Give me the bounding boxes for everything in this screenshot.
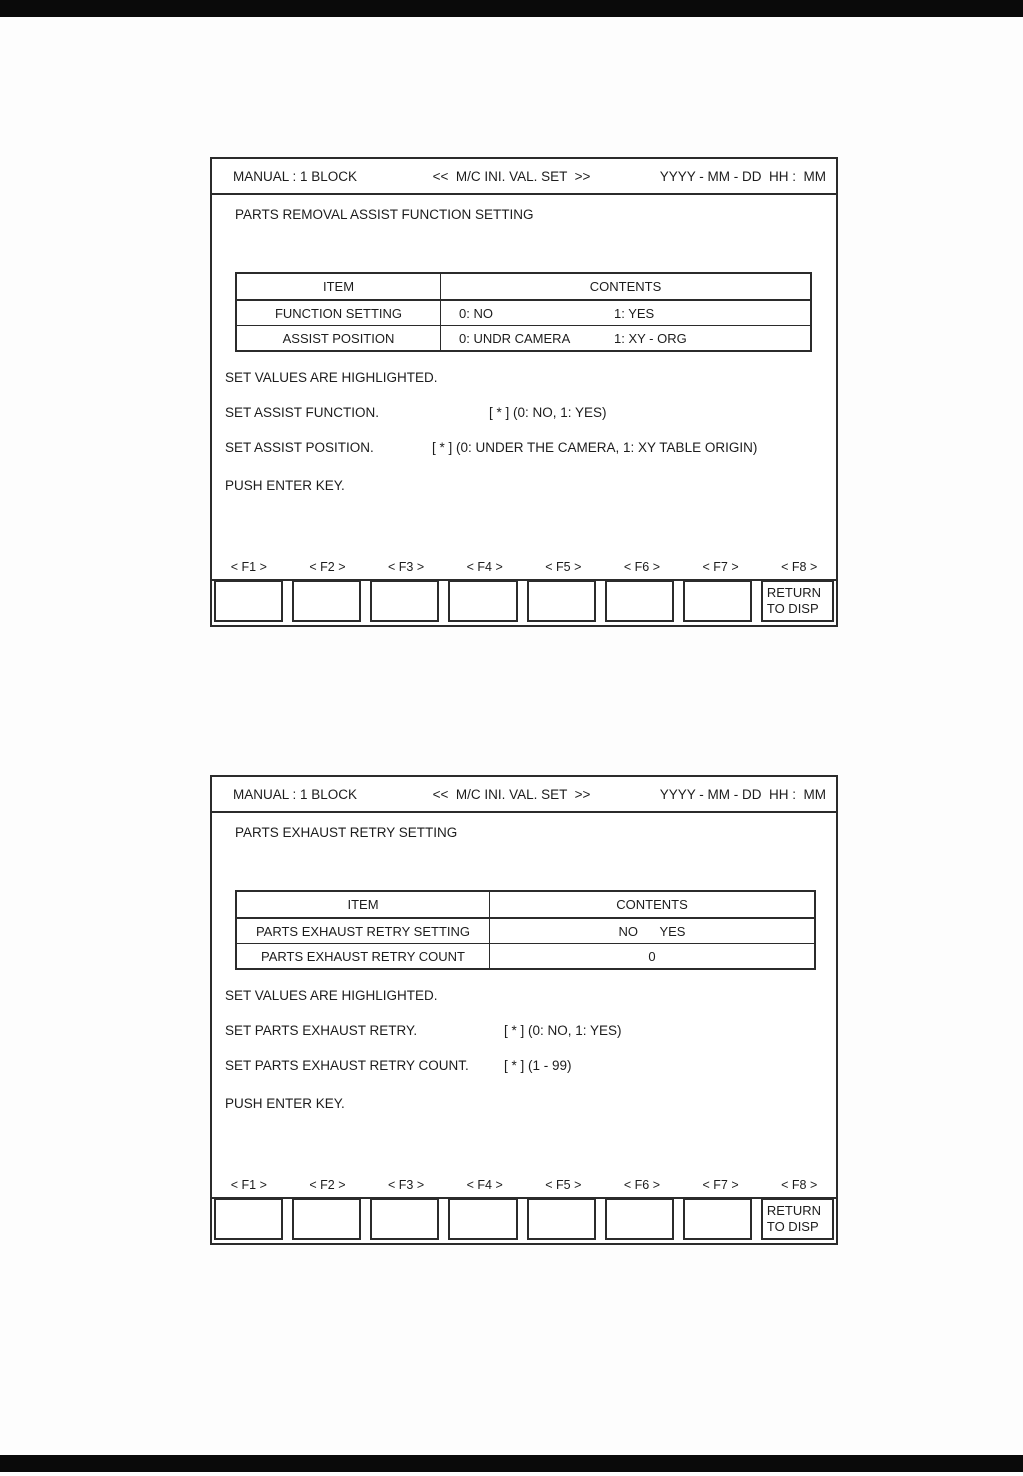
- fkey-f5-label: < F5 >: [545, 1178, 582, 1192]
- table-header-item: ITEM: [237, 274, 441, 299]
- header-datetime: YYYY - MM - DD HH : MM: [659, 169, 826, 184]
- page-top-border: [0, 0, 1023, 17]
- screen-header: [212, 159, 836, 195]
- fkey-f6-label: < F6 >: [623, 560, 660, 574]
- table-cell-item: FUNCTION SETTING: [237, 301, 441, 325]
- prompt-input-value: [ * ] (1 - 99): [504, 1058, 572, 1073]
- fkey-f1-label: < F1 >: [230, 560, 267, 574]
- table-cell-contents: [441, 301, 810, 325]
- table-row: [237, 301, 810, 325]
- fkey-f3-label: < F3 >: [387, 560, 425, 574]
- settings-table: [235, 272, 812, 352]
- table-header-row: [237, 892, 814, 919]
- screen-parts-exhaust-retry: [210, 775, 838, 1245]
- fkey-f8-return-to-disp-button: [761, 580, 834, 622]
- fkey-f2-label: < F2 >: [309, 1178, 346, 1192]
- screen-title: PARTS REMOVAL ASSIST FUNCTION SETTING: [235, 207, 534, 222]
- header-title: << M/C INI. VAL. SET >>: [432, 787, 591, 802]
- table-cell-contents: 0: [648, 948, 656, 964]
- table-row: [237, 325, 810, 350]
- prompt-exhaust-retry-count: [225, 1058, 572, 1073]
- prompt-label: SET ASSIST POSITION.: [225, 440, 374, 455]
- fkey-f4-label: < F4 >: [466, 1178, 503, 1192]
- note-push-enter: PUSH ENTER KEY.: [225, 478, 345, 493]
- fkey-f5-label: < F5 >: [545, 560, 582, 574]
- settings-table: [235, 890, 816, 970]
- table-cell-item: PARTS EXHAUST RETRY SETTING: [237, 919, 490, 943]
- fkey-f6-label: < F6 >: [623, 1178, 660, 1192]
- return-to-disp-line1: RETURN: [766, 1203, 822, 1218]
- table-cell-item: PARTS EXHAUST RETRY COUNT: [237, 944, 490, 968]
- header-title: << M/C INI. VAL. SET >>: [432, 169, 591, 184]
- fkey-f8-label: < F8 >: [781, 560, 818, 574]
- function-key-labels: [214, 560, 834, 574]
- header-mode: MANUAL : 1 BLOCK: [233, 787, 358, 802]
- fkey-f2-label: < F2 >: [309, 560, 346, 574]
- function-key-row: [214, 580, 834, 622]
- fkey-f4-button: [448, 1198, 517, 1240]
- header-mode: MANUAL : 1 BLOCK: [233, 169, 358, 184]
- fkey-f8-return-to-disp-button: [761, 1198, 834, 1240]
- contents-option-1: 1: YES: [614, 305, 655, 321]
- note-push-enter: PUSH ENTER KEY.: [225, 1096, 345, 1111]
- return-to-disp-line1: RETURN: [766, 585, 822, 600]
- prompt-input-value: [ * ] (0: UNDER THE CAMERA, 1: XY TABLE ORIGIN): [432, 440, 758, 455]
- prompt-input-value: [ * ] (0: NO, 1: YES): [504, 1023, 622, 1038]
- contents-option-1: 1: XY - ORG: [614, 330, 687, 346]
- function-key-row: [214, 1198, 834, 1240]
- fkey-f7-button: [683, 580, 752, 622]
- fkey-f6-button: [605, 1198, 674, 1240]
- fkey-f6-button: [605, 580, 674, 622]
- fkey-f7-label: < F7 >: [702, 560, 739, 574]
- note-set-values: SET VALUES ARE HIGHLIGHTED.: [225, 370, 438, 385]
- fkey-f2-button: [292, 580, 361, 622]
- fkey-f1-label: < F1 >: [230, 1178, 267, 1192]
- prompt-input-value: [ * ] (0: NO, 1: YES): [489, 405, 607, 420]
- table-header-contents: CONTENTS: [616, 897, 688, 912]
- return-to-disp-line2: TO DISP: [766, 601, 819, 616]
- fkey-f2-button: [292, 1198, 361, 1240]
- fkey-f3-button: [370, 1198, 439, 1240]
- prompt-assist-position: [225, 440, 758, 455]
- note-set-values: SET VALUES ARE HIGHLIGHTED.: [225, 988, 438, 1003]
- fkey-f7-button: [683, 1198, 752, 1240]
- contents-option-0: 0: UNDR CAMERA: [459, 330, 571, 346]
- fkey-f7-label: < F7 >: [702, 1178, 739, 1192]
- table-cell-contents: NO YES: [618, 923, 686, 939]
- function-key-labels: [214, 1178, 834, 1192]
- fkey-f4-button: [448, 580, 517, 622]
- table-row: [237, 943, 814, 968]
- screen-header: [212, 777, 836, 813]
- contents-option-0: 0: NO: [459, 305, 493, 321]
- fkey-f4-label: < F4 >: [466, 560, 503, 574]
- table-row: [237, 919, 814, 943]
- page-bottom-border: [0, 1455, 1023, 1472]
- prompt-label: SET PARTS EXHAUST RETRY.: [225, 1023, 418, 1038]
- screen-title: PARTS EXHAUST RETRY SETTING: [235, 825, 458, 840]
- screen-parts-removal-assist: [210, 157, 838, 627]
- fkey-f1-button: [214, 580, 283, 622]
- prompt-label: SET ASSIST FUNCTION.: [225, 405, 380, 420]
- prompt-assist-function: [225, 405, 607, 420]
- prompt-label: SET PARTS EXHAUST RETRY COUNT.: [225, 1058, 469, 1073]
- fkey-f5-button: [527, 580, 596, 622]
- header-datetime: YYYY - MM - DD HH : MM: [659, 787, 826, 802]
- fkey-f3-label: < F3 >: [387, 1178, 425, 1192]
- fkey-f3-button: [370, 580, 439, 622]
- table-header-row: [237, 274, 810, 301]
- fkey-f1-button: [214, 1198, 283, 1240]
- return-to-disp-line2: TO DISP: [766, 1219, 819, 1234]
- table-header-item: ITEM: [237, 892, 490, 917]
- table-header-contents: CONTENTS: [589, 279, 662, 294]
- table-cell-contents: [441, 326, 810, 350]
- prompt-exhaust-retry: [225, 1023, 622, 1038]
- table-cell-item: ASSIST POSITION: [237, 326, 441, 350]
- fkey-f5-button: [527, 1198, 596, 1240]
- fkey-f8-label: < F8 >: [781, 1178, 818, 1192]
